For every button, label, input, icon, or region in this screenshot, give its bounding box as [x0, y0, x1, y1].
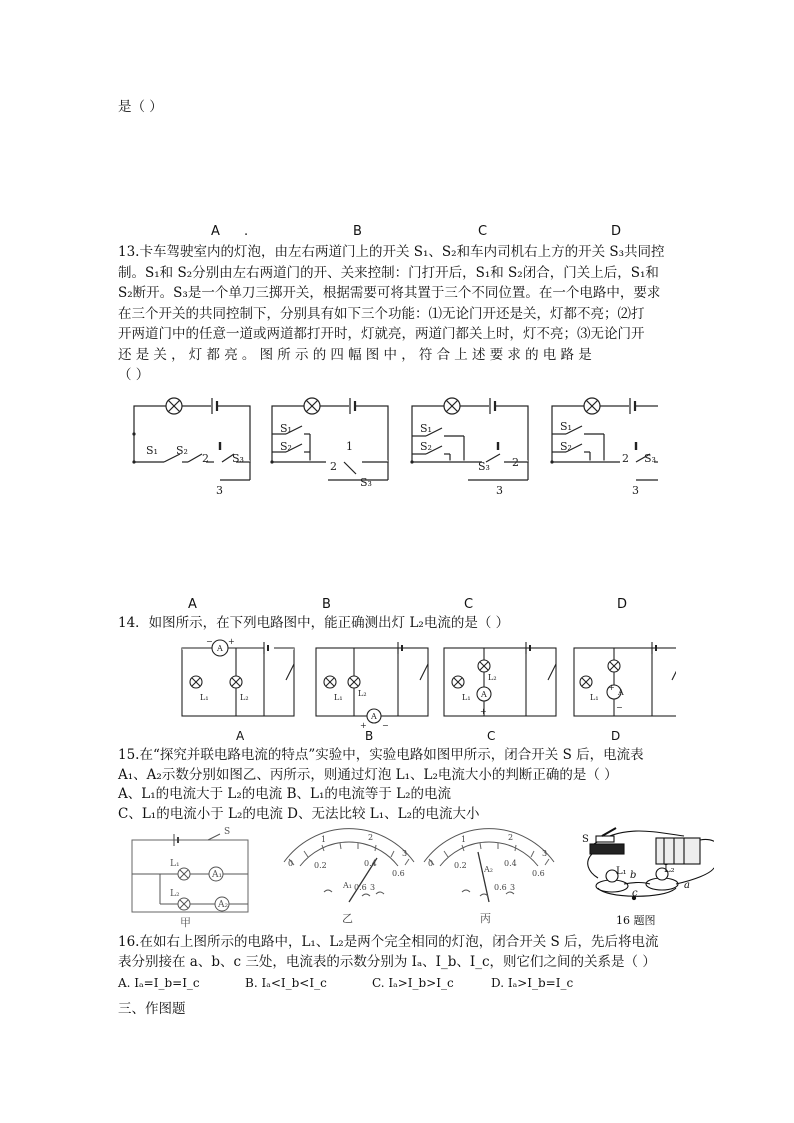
svg-text:3: 3 [402, 849, 408, 858]
q13-circuit-d [552, 398, 658, 480]
q13-text [118, 242, 674, 386]
q13-circuit-c [412, 398, 528, 480]
q13-line-1: 13.卡车驾驶室内的灯泡，由左右两道门上的开关 S₁、S₂和车内司机右上方的开关 S₃共同控 [118, 244, 665, 260]
svg-text:L₁: L₁ [200, 693, 209, 702]
svg-text:0.2: 0.2 [454, 861, 467, 870]
svg-text:0.6: 0.6 [494, 883, 507, 892]
svg-text:甲: 甲 [180, 916, 191, 929]
svg-text:0.4: 0.4 [364, 859, 377, 868]
svg-text:丙: 丙 [480, 912, 491, 925]
svg-text:0.6: 0.6 [354, 883, 367, 892]
q16-choice-a: A. Iₐ=I_b=I_c [118, 976, 200, 990]
svg-text:3: 3 [632, 484, 639, 497]
svg-text:L₁: L₁ [616, 866, 627, 877]
q13-circuits-figure [128, 390, 658, 500]
q16-apparatus-figure [588, 828, 714, 900]
q14-option-a: A [236, 729, 245, 743]
svg-text:0.6: 0.6 [532, 869, 545, 878]
svg-text:L₂: L₂ [664, 864, 675, 875]
q13-circuit-a [134, 398, 250, 480]
svg-text:3: 3 [496, 484, 503, 497]
q15-text [118, 746, 674, 824]
svg-text:2: 2 [508, 833, 514, 842]
svg-text:L₂: L₂ [358, 689, 367, 698]
q15-choice-ab: A、L₁的电流大于 L₂的电流 B、L₁的电流等于 L₂的电流 [118, 786, 452, 802]
label-3: 3 [216, 484, 223, 497]
svg-text:3: 3 [542, 849, 548, 858]
q13-line-3: S₂断开。S₃是一个单刀三掷开关，根据需要可将其置于三个不同位置。在一个电路中，要求 [118, 285, 661, 301]
svg-text:L₁: L₁ [590, 693, 599, 702]
svg-text:0.2: 0.2 [314, 861, 327, 870]
q12-option-b: B [353, 224, 362, 239]
q14-option-c: C [487, 729, 496, 743]
svg-text:A: A [481, 690, 487, 699]
svg-text:+: + [360, 721, 367, 730]
jia-circuit [132, 834, 248, 912]
q14-circuit-c [444, 642, 556, 716]
svg-text:a: a [684, 880, 690, 891]
svg-text:L₁: L₁ [334, 693, 343, 702]
svg-text:2: 2 [622, 452, 629, 465]
svg-text:b: b [630, 870, 637, 881]
svg-text:2: 2 [512, 456, 519, 469]
svg-text:A₁: A₁ [212, 870, 223, 880]
svg-text:S₃: S₃ [644, 452, 656, 465]
yi-ammeter-dial [284, 829, 414, 902]
q15-choice-cd: C、L₁的电流小于 L₂的电流 D、无法比较 L₁、L₂的电流大小 [118, 805, 480, 822]
svg-text:A₂: A₂ [484, 865, 493, 874]
svg-text:S: S [582, 834, 589, 845]
label-s2: S₂ [176, 444, 188, 457]
q14-circuit-a [182, 640, 294, 716]
svg-text:S₁: S₁ [560, 420, 572, 433]
q13-line-5: 开两道门中的任意一道或两道都打开时，灯就亮，两道门都关上时，灯不亮；⑶无论门开 [118, 326, 645, 342]
svg-text:L₁: L₁ [170, 859, 180, 869]
q14-circuits-figure [176, 636, 676, 730]
svg-text:2: 2 [368, 833, 374, 842]
svg-text:S₁: S₁ [280, 422, 292, 435]
svg-text:0: 0 [428, 859, 434, 868]
svg-text:−: − [382, 721, 389, 730]
svg-text:L₂: L₂ [488, 673, 497, 682]
label-2: 2 [202, 452, 209, 465]
svg-text:2: 2 [330, 460, 337, 473]
svg-text:1: 1 [346, 440, 353, 453]
q16-line-1: 16.在如右上图所示的电路中，L₁、L₂是两个完全相同的灯泡，闭合开关 S 后，先后将电流 [118, 934, 659, 950]
q14-text: 14．如图所示，在下列电路图中，能正确测出灯 L₂电流的是（ ） [118, 615, 510, 631]
q13-option-b: B [322, 597, 331, 612]
svg-text:A: A [371, 712, 377, 721]
q14-circuit-b [316, 642, 428, 723]
q15-figures [124, 822, 714, 930]
q12-option-d: D [611, 224, 622, 239]
svg-text:1: 1 [461, 835, 467, 844]
svg-text:A: A [217, 644, 223, 653]
svg-text:3: 3 [370, 883, 376, 892]
svg-text:A₁: A₁ [343, 881, 352, 890]
svg-text:−: − [616, 703, 623, 712]
svg-text:L₂: L₂ [170, 889, 180, 899]
q13-line-7: （ ） [118, 367, 150, 383]
q16-text [118, 932, 674, 972]
svg-text:A₂: A₂ [218, 900, 229, 910]
svg-text:+: + [228, 637, 235, 646]
svg-text:S₂: S₂ [560, 440, 572, 453]
svg-text:乙: 乙 [342, 912, 353, 925]
q13-line-4: 在三个开关的共同控制下，分别具有如下三个功能：⑴无论门开还是关，灯都不亮；⑵打 [118, 305, 645, 322]
svg-text:+: + [608, 683, 615, 692]
q12-tail: 是（ ） [118, 99, 163, 115]
svg-text:L₁: L₁ [462, 693, 471, 702]
section-heading: 三、作图题 [118, 1001, 186, 1017]
svg-text:0: 0 [288, 859, 294, 868]
q13-line-2: 制。S₁和 S₂分别由左右两道门的开、关来控制：门打开后，S₁和 S₂闭合，门关上后，S₁和 [118, 264, 659, 281]
q12-option-c: C [478, 224, 488, 239]
q13-option-c: C [464, 597, 474, 612]
svg-text:3: 3 [510, 883, 516, 892]
q12-option-a: A [211, 224, 220, 239]
q12-dot: . [244, 224, 249, 239]
svg-text:S₂: S₂ [420, 440, 432, 453]
svg-text:+: + [480, 707, 487, 716]
svg-text:S₃: S₃ [478, 460, 490, 473]
svg-text:16 题图: 16 题图 [616, 914, 656, 927]
q15-line-2: A₁、A₂示数分别如图乙、丙所示，则通过灯泡 L₁、L₂电流大小的判断正确的是（ ） [118, 766, 618, 783]
svg-text:S₂: S₂ [280, 440, 292, 453]
svg-text:S₃: S₃ [360, 476, 372, 489]
svg-text:0.6: 0.6 [392, 869, 405, 878]
svg-text:A: A [618, 688, 624, 697]
q14-option-d: D [611, 729, 621, 743]
q14-circuit-d [574, 642, 676, 716]
label-s3: S₃ [232, 452, 244, 465]
q16-choice-d: D. Iₐ>I_b=I_c [491, 976, 574, 990]
label-s1: S₁ [146, 444, 158, 457]
q14-option-b: B [365, 729, 374, 743]
svg-text:1: 1 [321, 835, 327, 844]
q13-option-a: A [188, 597, 197, 612]
q16-line-2: 表分别接在 a、b、c 三处，电流表的示数分别为 Iₐ、I_b、I_c，则它们之间的关系是（ ） [118, 954, 656, 970]
q16-choice-b: B. Iₐ<I_b<I_c [245, 976, 327, 990]
svg-text:−: − [206, 637, 213, 646]
svg-text:L₂: L₂ [240, 693, 249, 702]
q16-choice-c: C. Iₐ>I_b>I_c [372, 976, 454, 990]
svg-text:c: c [632, 888, 638, 899]
svg-text:0.4: 0.4 [504, 859, 517, 868]
q13-line-6: 还是关，灯都亮。图所示的四幅图中，符合上述要求的电路是 [118, 346, 596, 363]
q15-line-1: 15.在“探究并联电路电流的特点”实验中，实验电路如图甲所示，闭合开关 S 后，电流表 [118, 747, 644, 763]
svg-text:S₁: S₁ [420, 422, 432, 435]
svg-text:S: S [224, 827, 231, 837]
q13-option-d: D [617, 597, 628, 612]
